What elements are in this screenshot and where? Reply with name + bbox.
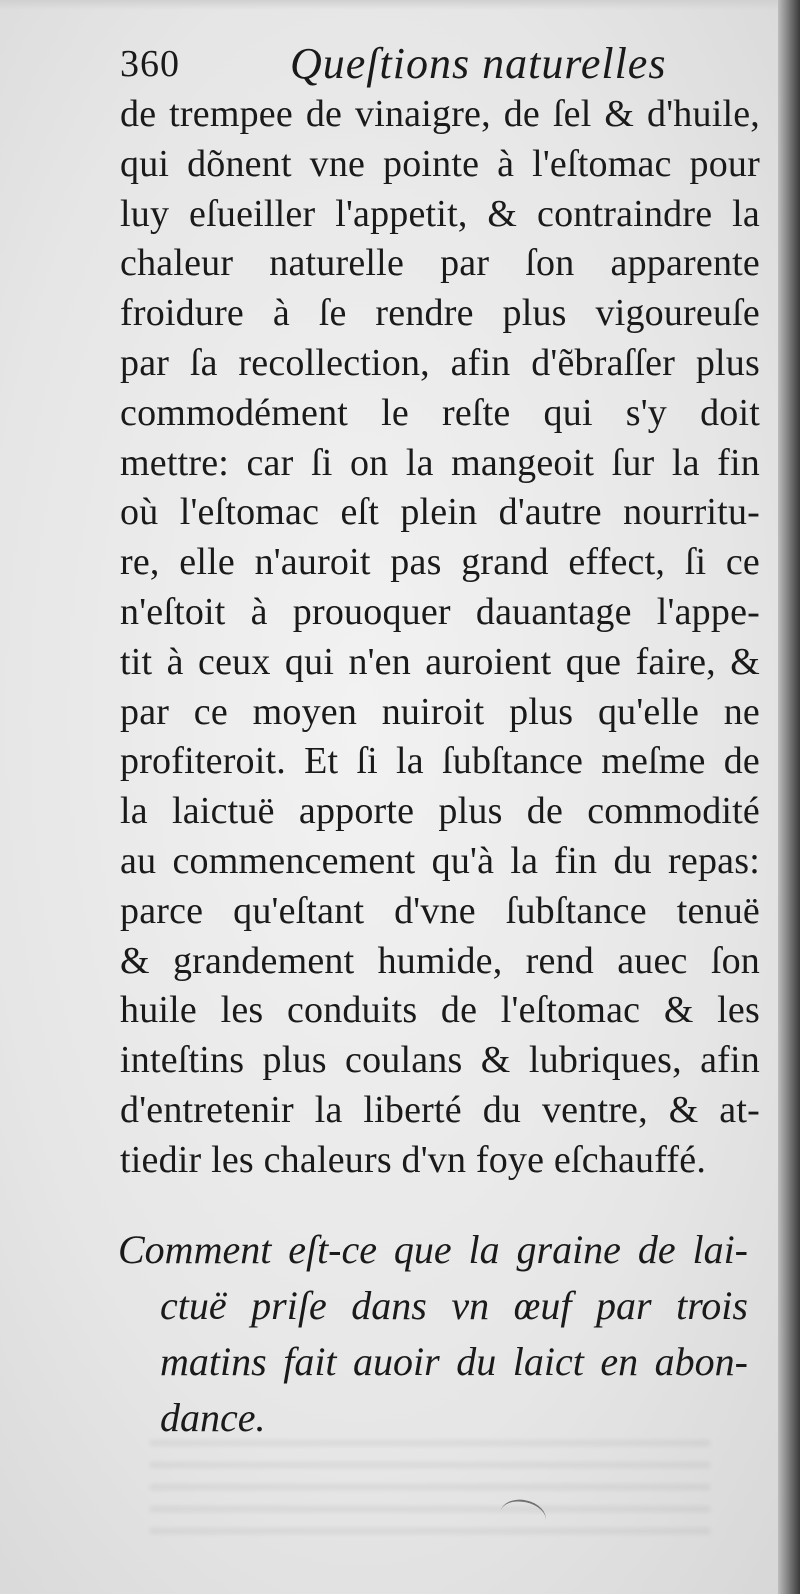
text-line: d'entretenir la liberté du ventre, & at- (120, 1088, 760, 1131)
show-through-ink (150, 1440, 710, 1550)
text-line: par ſa recollection, afin d'ẽbraſſer plus (120, 341, 760, 384)
page-top-shadow (0, 0, 800, 10)
text-line: tit à ceux qui n'en auroient que faire, & (120, 640, 760, 683)
text-line: au commencement qu'à la fin du repas: (120, 839, 760, 882)
text-line: mettre: car ſi on la mangeoit ſur la fin (120, 441, 760, 484)
heading-line: matins fait auoir du laict en abon- (160, 1339, 748, 1384)
section-heading (118, 1222, 748, 1446)
text-line: tiedir les chaleurs d'vn foye eſchauffé. (120, 1138, 707, 1181)
page-gutter-shadow (778, 0, 800, 1594)
running-title: Queſtions naturelles (290, 39, 667, 88)
heading-line: ctuë priſe dans vn œuf par trois (160, 1283, 748, 1328)
text-line: où l'eſtomac eſt plein d'autre nourritu- (120, 491, 760, 534)
text-line: chaleur naturelle par ſon apparente (120, 242, 760, 285)
text-line: froidure à ſe rendre plus vigoureuſe (120, 292, 760, 335)
text-line: de trempee de vinaigre, de ſel & d'huile, (120, 93, 760, 135)
text-line: & grandement humide, rend auec ſon (120, 939, 760, 982)
text-line: parce qu'eſtant d'vne ſubſtance tenuë (120, 889, 760, 932)
text-line: n'eſtoit à prouoquer dauantage l'appe- (120, 590, 760, 633)
body-text (120, 90, 760, 1186)
heading-line: Comment eſt-ce que la graine de lai- (118, 1227, 748, 1272)
text-line: inteſtins plus coulans & lubriques, afin (120, 1039, 760, 1082)
page-number: 360 (120, 43, 180, 85)
text-line: par ce moyen nuiroit plus qu'elle ne (120, 690, 760, 733)
text-line: qui dõnent vne pointe à l'eſtomac pour (120, 142, 760, 185)
text-line: commodément le reſte qui s'y doit (120, 391, 760, 434)
text-line: luy eſueiller l'appetit, & contraindre la (120, 192, 760, 235)
text-line: la laictuë apporte plus de commodité (120, 790, 760, 833)
text-line: profiteroit. Et ſi la ſubſtance meſme de (120, 740, 760, 783)
heading-line: dance. (160, 1395, 266, 1440)
page-header (120, 28, 680, 88)
text-line: huile les conduits de l'eſtomac & les (120, 989, 760, 1032)
text-line: re, elle n'auroit pas grand effect, ſi ce (120, 541, 760, 584)
